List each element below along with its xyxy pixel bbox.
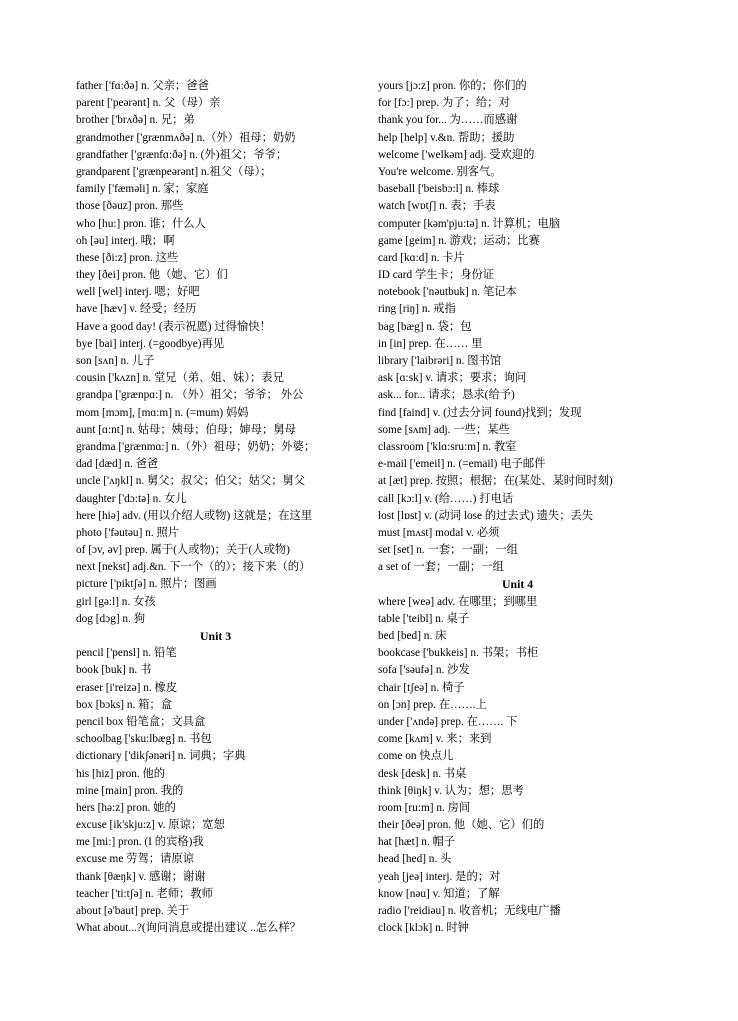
vocab-entry: lost [lɒst] v. (动词 lose 的过去式) 遗失；丢失: [378, 509, 594, 522]
vocab-entry: on [ɔn] prep. 在…….上: [378, 698, 487, 711]
vocab-entry: card [kɑ:d] n. 卡片: [378, 251, 465, 264]
vocab-entry: schoolbag ['sku:lbæg] n. 书包: [76, 733, 212, 746]
vocab-entry: ID card 学生卡；身份证: [378, 269, 495, 282]
vocab-entry: aunt [ɑ:nt] n. 姑母；姨母；伯母；婶母；舅母: [76, 423, 296, 436]
vocab-entry: a set of 一套；一副；一组: [378, 561, 504, 574]
vocab-entry: radio ['reidiəu] n. 收音机；无线电广播: [378, 905, 561, 917]
vocab-entry: set [set] n. 一套；一副；一组: [378, 544, 518, 557]
vocab-entry: where [weə] adv. 在哪里；到哪里: [378, 595, 538, 608]
vocab-entry: eraser [i'reizə] n. 橡皮: [76, 681, 178, 694]
vocab-entry: welcome ['welkəm] adj. 受欢迎的: [378, 148, 535, 161]
vocab-entry: uncle ['ʌŋkl] n. 舅父；叔父；伯父；姑父；舅父: [76, 475, 306, 488]
vocab-entry: think [θiŋk] v. 认为；想；思考: [378, 784, 524, 797]
vocab-entry: daughter ['dɔ:tə] n. 女儿: [76, 492, 187, 505]
vocab-entry: next [nekst] adj.&n. 下一个（的）；接下来（的）: [76, 561, 311, 574]
unit-3-word-list: [76, 645, 366, 937]
vocab-entry: library ['laibrəri] n. 图书馆: [378, 355, 502, 367]
vocab-entry: mom [mɔm], [mɑ:m] n. (=mum) 妈妈: [76, 406, 249, 419]
vocab-entry: oh [əu] interj. 哦；啊: [76, 234, 175, 247]
vocab-entry: excuse me 劳驾；请原谅: [76, 853, 194, 866]
left-vocabulary-column: [76, 78, 366, 937]
vocab-entry: grandparent ['grænpeərənt] n.祖父（母）；: [76, 165, 272, 178]
vocab-entry: book [buk] n. 书: [76, 664, 152, 677]
vocab-entry: notebook ['nəutbuk] n. 笔记本: [378, 286, 517, 299]
vocab-entry: pencil box 铅笔盒；文具盒: [76, 715, 206, 728]
vocab-entry: bookcase ['bukkeis] n. 书架；书柜: [378, 647, 539, 660]
vocab-entry: his [hiz] pron. 他的: [76, 767, 166, 780]
vocab-entry: parent ['peərənt] n. 父（母）亲: [76, 97, 221, 110]
vocab-entry: in [in] prep. 在…… 里: [378, 337, 483, 350]
vocab-entry: baseball ['beisbɔ:l] n. 棒球: [378, 183, 500, 196]
vocab-entry: You're welcome. 别客气。: [378, 165, 502, 178]
vocab-entry: room [ru:m] n. 房间: [378, 801, 471, 814]
vocab-entry: game [geim] n. 游戏；运动；比赛: [378, 234, 540, 247]
vocab-entry: cousin ['kʌzn] n. 堂兄（弟、姐、妹）；表兄: [76, 372, 284, 385]
vocab-entry: ask... for... 请求；恳求(给予): [378, 389, 515, 402]
vocab-entry: teacher ['ti:tʃə] n. 老师；教师: [76, 887, 213, 900]
vocab-entry: box [bɔks] n. 箱；盒: [76, 698, 173, 711]
vocab-entry: hat [hæt] n. 帽子: [378, 836, 456, 849]
vocab-entry: at [æt] prep. 按照；根据；在(某处、某时间时刻): [378, 475, 613, 488]
vocab-entry: watch [wɒtʃ] n. 表；手表: [378, 200, 496, 213]
vocab-entry: dictionary ['dikʃənəri] n. 词典；字典: [76, 750, 246, 763]
vocab-entry: family ['fæməli] n. 家；家庭: [76, 183, 209, 196]
vocab-entry: bag [bæg] n. 袋；包: [378, 320, 472, 333]
vocab-entry: about [ə'baut] prep. 关于: [76, 905, 190, 917]
vocab-entry: thank you for... 为……而感谢: [378, 114, 518, 127]
vocab-entry: know [nəu] v. 知道；了解: [378, 887, 500, 900]
vocab-entry: brother ['brʌðə] n. 兄；弟: [76, 114, 195, 127]
vocab-entry: yours [jɔ:z] pron. 你的；你们的: [378, 80, 527, 92]
vocab-entry: under ['ʌndə] prep. 在……. 下: [378, 715, 518, 728]
vocab-entry: girl [gə:l] n. 女孩: [76, 595, 156, 608]
vocab-entry: find [faind] v. (过去分词 found)找到；发现: [378, 406, 582, 419]
vocab-entry: What about...?(询问消息或提出建议 ..怎么样？: [76, 922, 301, 935]
vocab-entry: these [ði:z] pron. 这些: [76, 251, 179, 264]
vocab-entry: table ['teibl] n. 桌子: [378, 612, 470, 625]
vocab-entry: come on 快点儿: [378, 750, 454, 763]
unit-4-word-list: [378, 594, 678, 938]
vocab-entry: must [mʌst] modal v. 必须: [378, 526, 500, 539]
vocab-entry: dog [dɔg] n. 狗: [76, 612, 146, 625]
vocab-entry: e-mail ['emeil] n. (=email) 电子邮件: [378, 458, 546, 471]
vocab-entry: of [ɔv, əv] prep. 属于(人或物)；关于(人或物): [76, 544, 290, 557]
unit-3-heading: Unit 3: [200, 629, 232, 643]
vocab-entry: who [hu:] pron. 谁；什么人: [76, 217, 206, 230]
vocab-entry: pencil ['pensl] n. 铅笔: [76, 647, 177, 660]
right-vocabulary-column: [378, 78, 678, 937]
vocab-entry: son [sʌn] n. 儿子: [76, 355, 155, 367]
vocab-entry: mine [main] pron. 我的: [76, 784, 184, 797]
vocab-entry: come [kʌm] v. 来；来到: [378, 733, 492, 746]
vocab-entry: dad [dæd] n. 爸爸: [76, 458, 159, 471]
vocab-entry: call [kɔ:l] v. (给……) 打电话: [378, 492, 514, 505]
vocab-entry: me [mi:] pron. (I 的宾格)我: [76, 836, 204, 849]
vocab-entry: grandfather ['grænfɑ:ðə] n. (外)祖父；爷爷；: [76, 148, 288, 161]
unit-4-heading: Unit 4: [502, 577, 534, 592]
vocab-entry: have [hæv] v. 经受；经历: [76, 303, 197, 316]
vocab-entry: grandmother ['grænmʌðə] n.（外）祖母；奶奶: [76, 131, 296, 144]
vocab-entry: help [help] v.&n. 帮助；援助: [378, 131, 515, 144]
right-word-list: [378, 78, 678, 576]
vocab-entry: bye [bai] interj. (=goodbye)再见: [76, 337, 225, 350]
vocab-entry: picture ['piktʃə] n. 照片；图画: [76, 578, 217, 591]
vocab-entry: desk [desk] n. 书桌: [378, 767, 467, 780]
vocab-entry: sofa ['səufə] n. 沙发: [378, 664, 470, 677]
vocab-entry: thank [θæŋk] v. 感谢；谢谢: [76, 870, 206, 883]
left-word-list: [76, 78, 366, 628]
vocab-entry: well [wel] interj. 嗯；好吧: [76, 286, 200, 299]
vocab-entry: some [sʌm] adj. 一些；某些: [378, 423, 510, 436]
vocab-entry: bed [bed] n. 床: [378, 630, 447, 642]
vocab-entry: ask [ɑ:sk] v. 请求；要求；询问: [378, 372, 527, 385]
vocab-entry: they [ðei] pron. 他（她、它）们: [76, 269, 228, 282]
vocab-entry: their [ðeə] pron. 他（她、它）们的: [378, 819, 545, 832]
vocab-entry: yeah [jeə] interj. 是的；对: [378, 870, 501, 883]
vocab-entry: grandpa ['grænpɑ:] n. （外）祖父；爷爷； 外公: [76, 389, 304, 402]
vocab-entry: hers [hə:z] pron. 她的: [76, 801, 176, 814]
vocab-entry: grandma ['grænmɑ:] n.（外）祖母；奶奶；外婆；: [76, 440, 316, 453]
vocab-entry: computer [kəm'pju:tə] n. 计算机；电脑: [378, 217, 561, 230]
vocab-entry: for [fɔ:] prep. 为了；给；对: [378, 97, 510, 110]
vocab-entry: father ['fɑ:ðə] n. 父亲；爸爸: [76, 80, 209, 92]
vocab-entry: here [hiə] adv. (用以介绍人或物) 这就是；在这里: [76, 509, 313, 522]
vocab-entry: photo ['fəutəu] n. 照片: [76, 526, 180, 539]
vocab-entry: chair [tʃeə] n. 椅子: [378, 681, 465, 694]
vocab-entry: those [ðəuz] pron. 那些: [76, 200, 184, 213]
vocab-entry: excuse [ik'skju:z] v. 原谅；宽恕: [76, 819, 225, 832]
vocab-entry: Have a good day! (表示祝愿) 过得愉快！: [76, 320, 271, 333]
vocab-entry: head [hed] n. 头: [378, 853, 452, 866]
vocab-entry: clock [klɔk] n. 时钟: [378, 922, 469, 935]
vocab-entry: ring [riŋ] n. 戒指: [378, 303, 456, 316]
vocab-entry: classroom ['klɑ:sru:m] n. 教室: [378, 440, 517, 453]
